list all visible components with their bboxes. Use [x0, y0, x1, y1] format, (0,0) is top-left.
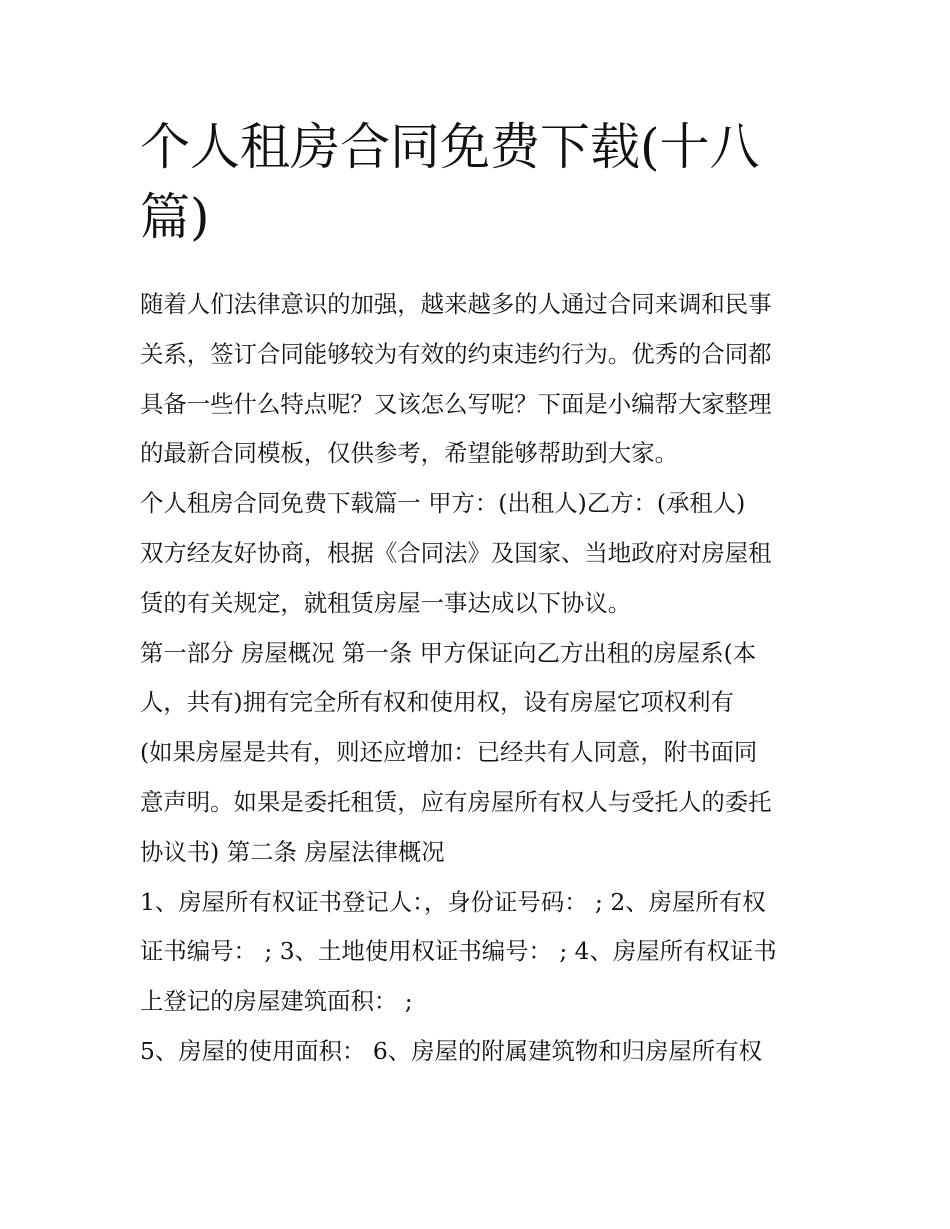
document-title: [140, 112, 820, 252]
title-line-2: 篇): [140, 188, 210, 246]
body-line-10: (如果房屋是共有，则还应增加：已经共有人同意，附书面同: [140, 738, 758, 767]
title-line-1: 个人租房合同免费下载(十八: [140, 118, 760, 176]
body-line-11: 意声明。如果是委托租赁，应有房屋所有权人与受托人的委托: [140, 787, 772, 816]
body-line-8: 第一部分 房屋概况 第一条 甲方保证向乙方出租的房屋系(本: [140, 638, 757, 667]
body-line-2: 关系，签订合同能够较为有效的约束违约行为。优秀的合同都: [140, 339, 772, 368]
document-body: [140, 280, 830, 1077]
body-line-12: 协议书) 第二条 房屋法律概况: [140, 837, 445, 866]
body-line-7: 赁的有关规定，就租赁房屋一事达成以下协议。: [140, 588, 632, 617]
body-line-14: 证书编号： ; 3、土地使用权证书编号： ; 4、房屋所有权证书: [140, 937, 777, 966]
body-line-6: 双方经友好协商，根据《合同法》及国家、当地政府对房屋租: [140, 538, 772, 567]
body-line-4: 的最新合同模板，仅供参考，希望能够帮助到大家。: [140, 439, 678, 468]
body-line-9: 人，共有)拥有完全所有权和使用权，设有房屋它项权利有: [140, 688, 734, 717]
body-line-15: 上登记的房屋建筑面积： ;: [140, 987, 413, 1016]
body-line-13: 1、房屋所有权证书登记人：，身份证号码： ; 2、房屋所有权: [140, 887, 766, 916]
body-line-16: 5、房屋的使用面积： 6、房屋的附属建筑物和归房屋所有权: [140, 1036, 762, 1065]
body-line-1: 随着人们法律意识的加强，越来越多的人通过合同来调和民事: [140, 290, 772, 318]
body-line-3: 具备一些什么特点呢？又该怎么写呢？下面是小编帮大家整理: [140, 389, 772, 418]
body-line-5: 个人租房合同免费下载篇一 甲方：(出租人)乙方：(承租人): [140, 489, 746, 518]
